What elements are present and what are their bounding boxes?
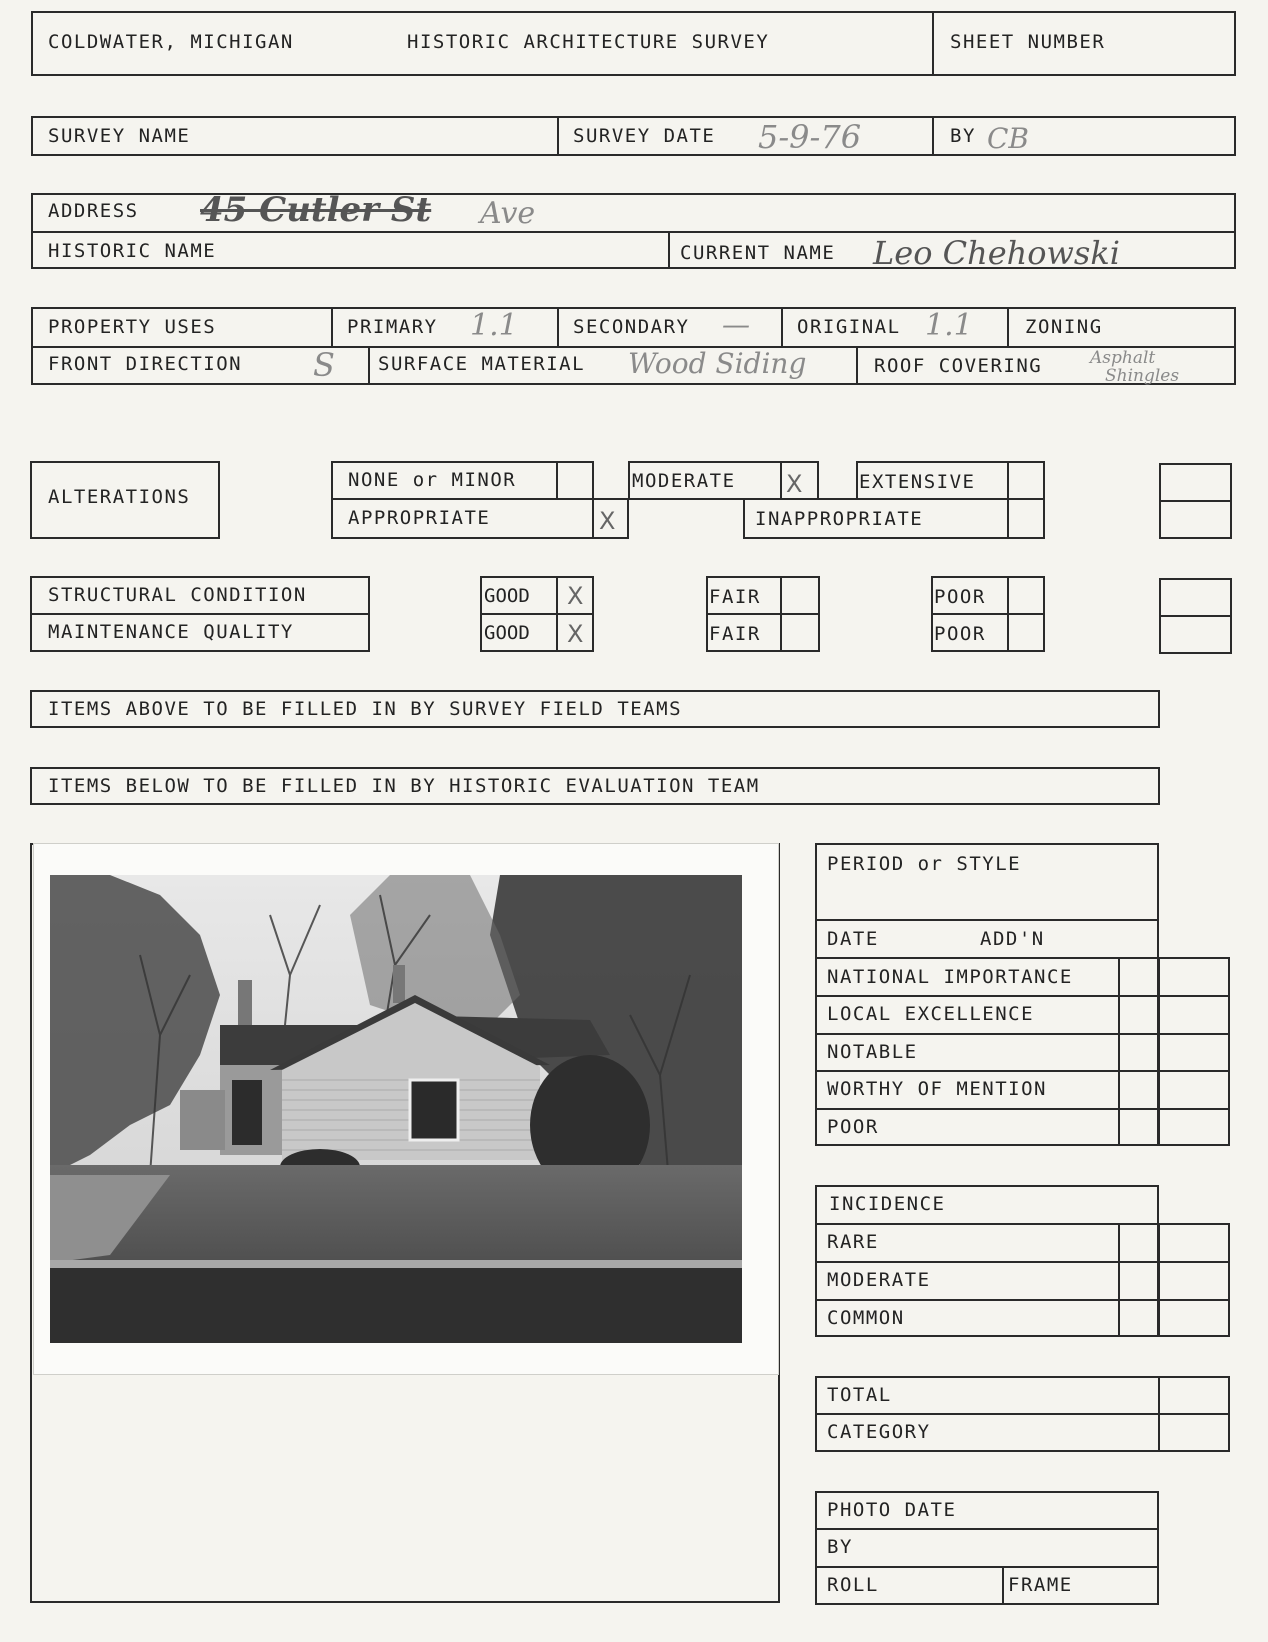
maintenance-good-label: GOOD	[484, 622, 530, 644]
sheet-number-label: SHEET NUMBER	[950, 31, 1106, 53]
surface-material-label: SURFACE MATERIAL	[378, 353, 586, 375]
original-label: ORIGINAL	[797, 316, 901, 338]
property-divider-3	[781, 307, 783, 346]
fair-divider-v	[780, 576, 782, 652]
common-label: COMMON	[827, 1307, 905, 1329]
photo-info-line-2	[815, 1566, 1159, 1568]
rare-label: RARE	[827, 1231, 879, 1253]
survey-by-value: CB	[987, 122, 1029, 155]
notes-above-text: ITEMS ABOVE TO BE FILLED IN BY SURVEY FIELD TEAMS	[48, 698, 683, 720]
date-label: DATE	[827, 928, 879, 950]
fair-divider-h	[706, 613, 820, 615]
structural-condition-label: STRUCTURAL CONDITION	[48, 584, 307, 606]
front-direction-value: S	[313, 346, 335, 384]
survey-divider-1	[557, 116, 559, 156]
address-divider-v	[668, 231, 670, 269]
moderate-check-divider	[780, 461, 782, 500]
eval-poor-label: POOR	[827, 1116, 879, 1138]
good-divider-h	[480, 613, 594, 615]
local-excellence-label: LOCAL EXCELLENCE	[827, 1003, 1035, 1025]
incidence-line-1	[815, 1223, 1230, 1225]
city-label: COLDWATER, MICHIGAN	[48, 31, 294, 53]
survey-by-label: BY	[950, 125, 976, 147]
property-divider-5	[368, 346, 370, 385]
total-divider-h	[815, 1413, 1230, 1415]
roll-frame-divider	[1002, 1566, 1004, 1605]
moderate-check-mark: X	[786, 470, 803, 498]
extensive-label: EXTENSIVE	[859, 471, 976, 493]
eval-score-divider	[1158, 957, 1160, 1146]
address-value-rest: Ave	[480, 196, 536, 231]
eval-line-4	[815, 1033, 1230, 1035]
roof-covering-value-1: Asphalt	[1090, 348, 1156, 368]
secondary-label: SECONDARY	[573, 316, 690, 338]
maintenance-fair-label: FAIR	[709, 623, 761, 645]
incidence-score-divider	[1158, 1223, 1160, 1337]
primary-label: PRIMARY	[347, 316, 438, 338]
front-direction-label: FRONT DIRECTION	[48, 353, 243, 375]
survey-name-label: SURVEY NAME	[48, 125, 191, 147]
none-minor-check-divider	[556, 461, 558, 500]
poor-divider-v	[1007, 576, 1009, 652]
eval-line-3	[815, 995, 1230, 997]
primary-value: 1.1	[470, 308, 518, 343]
property-divider-4	[1007, 307, 1009, 346]
poor-divider-h	[931, 613, 1045, 615]
national-importance-label: NATIONAL IMPORTANCE	[827, 966, 1073, 988]
incidence-line-2	[815, 1261, 1230, 1263]
inappropriate-label: INAPPROPRIATE	[755, 508, 924, 530]
incidence-label: INCIDENCE	[829, 1193, 946, 1215]
appropriate-label: APPROPRIATE	[348, 507, 491, 529]
header-divider	[932, 11, 934, 76]
address-value-struck: 45 Cutler St	[200, 190, 432, 230]
form-title: HISTORIC ARCHITECTURE SURVEY	[407, 31, 770, 53]
maintenance-quality-label: MAINTENANCE QUALITY	[48, 621, 294, 643]
incidence-moderate-label: MODERATE	[827, 1269, 931, 1291]
survey-date-value: 5-9-76	[758, 118, 862, 156]
surface-material-value: Wood Siding	[628, 347, 807, 380]
zoning-label: ZONING	[1025, 316, 1103, 338]
period-style-label: PERIOD or STYLE	[827, 853, 1022, 875]
total-divider-v	[1158, 1376, 1160, 1452]
current-name-value: Leo Chehowski	[873, 234, 1120, 272]
historic-name-label: HISTORIC NAME	[48, 240, 217, 262]
notes-below-text: ITEMS BELOW TO BE FILLED IN BY HISTORIC EVALUATION TEAM	[48, 775, 760, 797]
appropriate-check-divider	[592, 498, 594, 539]
property-uses-label: PROPERTY USES	[48, 316, 217, 338]
photo-info-line-1	[815, 1528, 1159, 1530]
incidence-score-column	[1118, 1223, 1230, 1337]
photo-date-label: PHOTO DATE	[827, 1499, 957, 1521]
category-label: CATEGORY	[827, 1421, 931, 1443]
roof-covering-value-2: Shingles	[1105, 366, 1180, 386]
frame-label: FRAME	[1008, 1574, 1073, 1596]
address-label: ADDRESS	[48, 200, 139, 222]
roll-label: ROLL	[827, 1574, 879, 1596]
structural-good-check-mark: X	[567, 582, 584, 610]
maintenance-poor-label: POOR	[934, 623, 986, 645]
roof-covering-label: ROOF COVERING	[874, 355, 1043, 377]
survey-date-label: SURVEY DATE	[573, 125, 716, 147]
property-divider-1	[331, 307, 333, 346]
eval-line-5	[815, 1070, 1230, 1072]
current-name-label: CURRENT NAME	[680, 242, 836, 264]
house-photo	[50, 875, 742, 1343]
evaluation-score-column	[1118, 957, 1230, 1146]
property-divider-6	[856, 346, 858, 385]
structural-fair-label: FAIR	[709, 586, 761, 608]
notable-label: NOTABLE	[827, 1041, 918, 1063]
total-label: TOTAL	[827, 1384, 892, 1406]
alterations-label: ALTERATIONS	[48, 486, 191, 508]
property-divider-2	[557, 307, 559, 346]
photo-by-label: BY	[827, 1536, 853, 1558]
appropriate-check-mark: X	[599, 507, 616, 535]
structural-poor-label: POOR	[934, 586, 986, 608]
condition-label-divider	[30, 613, 370, 615]
addn-label: ADD'N	[980, 928, 1045, 950]
none-minor-label: NONE or MINOR	[348, 469, 517, 491]
good-divider-v	[556, 576, 558, 652]
incidence-line-3	[815, 1299, 1230, 1301]
condition-score-divider	[1159, 615, 1232, 617]
structural-good-label: GOOD	[484, 585, 530, 607]
eval-line-6	[815, 1108, 1230, 1110]
worthy-of-mention-label: WORTHY OF MENTION	[827, 1078, 1047, 1100]
alterations-score-divider	[1159, 500, 1232, 502]
eval-line-1	[815, 919, 1159, 921]
survey-divider-2	[932, 116, 934, 156]
maintenance-good-check-mark: X	[567, 620, 584, 648]
moderate-label: MODERATE	[632, 470, 736, 492]
address-divider-h	[31, 231, 1236, 233]
eval-line-2	[815, 957, 1230, 959]
original-value: 1.1	[925, 308, 973, 343]
secondary-value: —	[722, 308, 750, 341]
